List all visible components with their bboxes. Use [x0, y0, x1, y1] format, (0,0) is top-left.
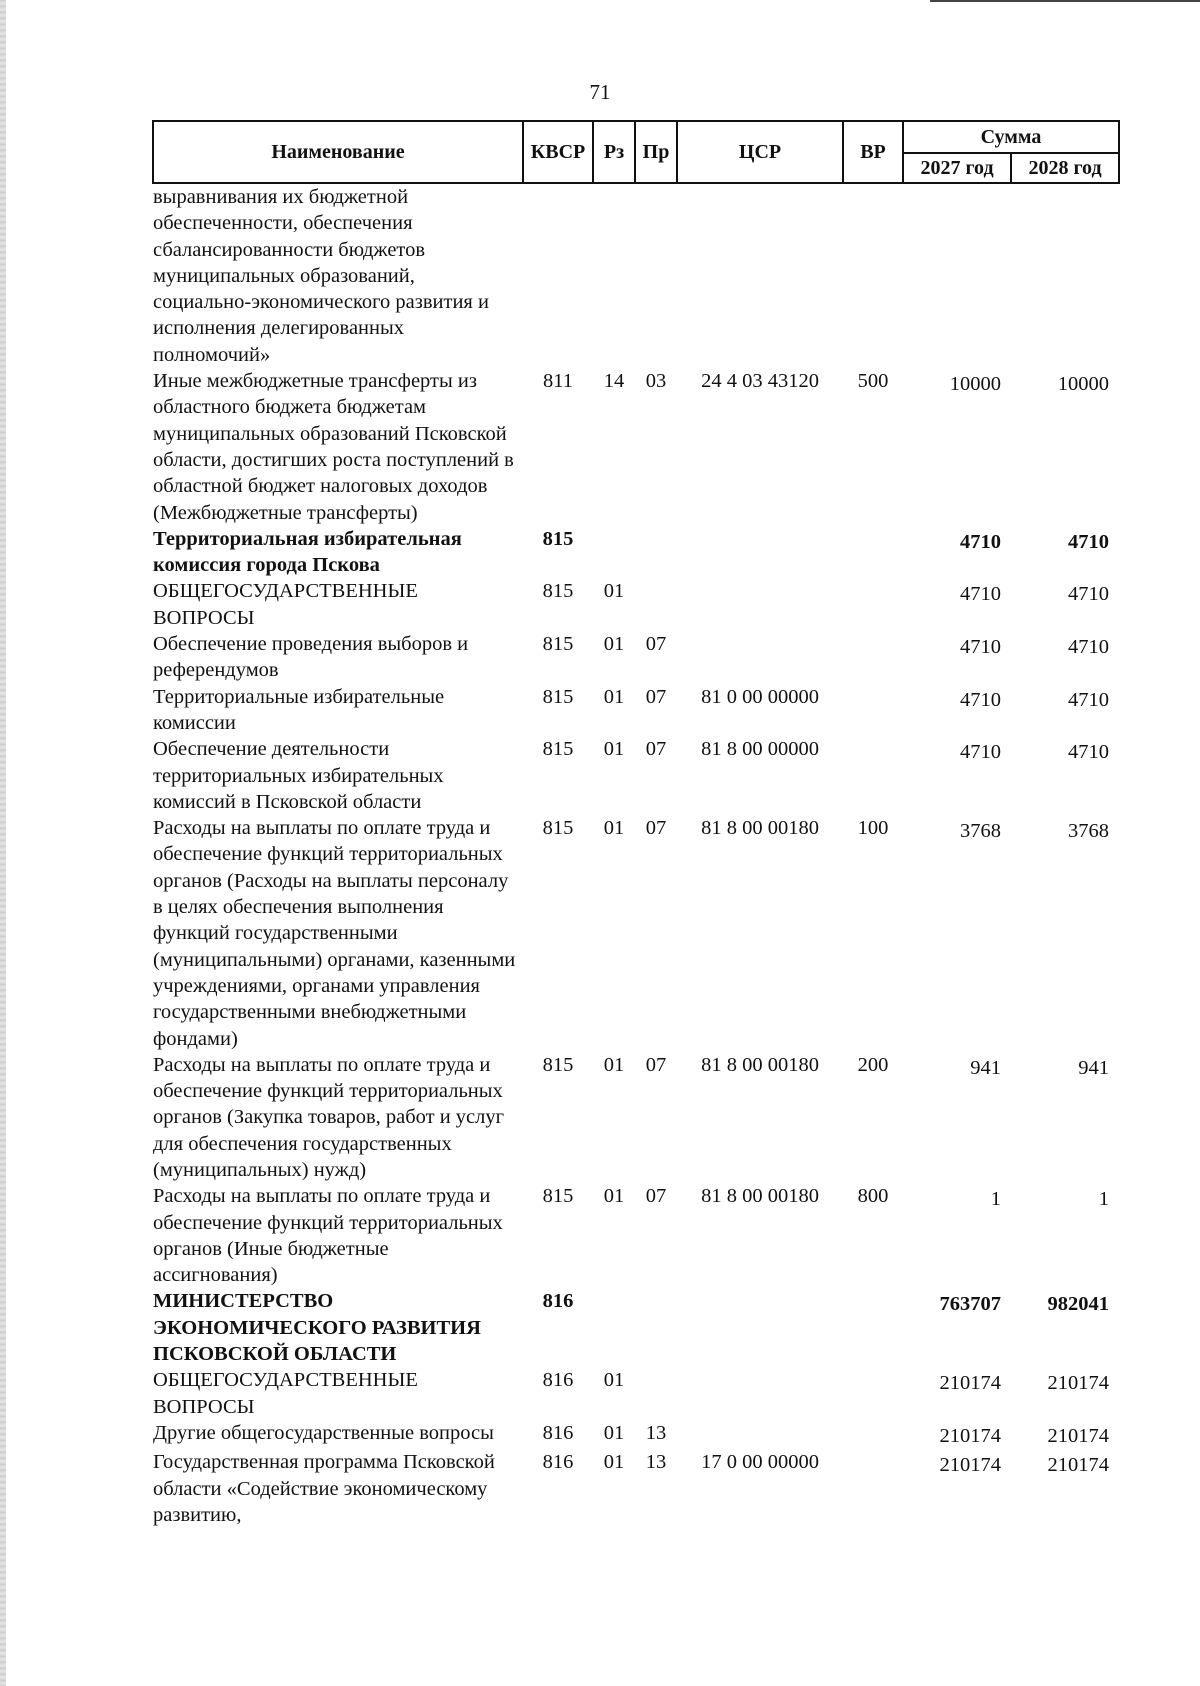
- row-kvsr: [523, 183, 593, 368]
- row-vr: [843, 578, 903, 631]
- row-vr: [843, 684, 903, 737]
- row-rz: 01: [603, 817, 625, 840]
- row-sum-2028: [1011, 183, 1119, 368]
- row-sum-2027: 4710: [960, 741, 1001, 764]
- row-name: Иные межбюджетные трансферты из областного бюджета бюджетам муниципальных образований Псковской области, достигших роста поступлений в областной бюджет налоговых доходов (Межбюджетные трансферты): [153, 370, 514, 524]
- row-kvsr: 816: [542, 1369, 574, 1392]
- row-rz: 01: [603, 685, 625, 708]
- table-row: [153, 368, 1119, 526]
- row-sum-2028: 4710: [1068, 741, 1110, 764]
- row-rz: 01: [603, 1421, 625, 1444]
- row-sum-2027: [903, 183, 1011, 368]
- row-sum-2027: 210174: [939, 1424, 1001, 1447]
- header-kvsr: КВСР: [523, 121, 593, 183]
- row-sum-2028: 210174: [1047, 1372, 1110, 1395]
- header-vr: ВР: [843, 121, 903, 183]
- row-rz: 01: [603, 1451, 625, 1474]
- header-year-2028: 2028 год: [1011, 153, 1119, 183]
- row-kvsr: 815: [542, 685, 574, 708]
- row-rz: 01: [603, 633, 625, 656]
- header-csr: ЦСР: [677, 121, 843, 183]
- table-row: [153, 736, 1119, 815]
- table-row: [153, 1288, 1119, 1367]
- row-name: МИНИСТЕРСТВО ЭКОНОМИЧЕСКОГО РАЗВИТИЯ ПСКОВСКОЙ ОБЛАСТИ: [153, 1290, 481, 1366]
- row-pr: [635, 526, 677, 579]
- table-header: [153, 121, 1119, 183]
- row-vr: [843, 736, 903, 815]
- row-vr: [843, 631, 903, 684]
- row-pr: 07: [645, 1053, 667, 1076]
- row-rz: 01: [603, 738, 625, 761]
- row-kvsr: 815: [542, 738, 574, 761]
- row-vr: [843, 1420, 903, 1449]
- row-sum-2027: 1: [990, 1188, 1001, 1211]
- row-pr: 03: [645, 370, 667, 393]
- row-csr: 81 8 00 00180: [701, 1053, 819, 1076]
- row-name: ОБЩЕГОСУДАРСТВЕННЫЕ ВОПРОСЫ: [153, 1369, 418, 1418]
- row-rz: 01: [603, 1185, 625, 1208]
- row-name: Расходы на выплаты по оплате труда и обеспечение функций территориальных органов (Закупка товаров, работ и услуг для обеспечения государственных (муниципальных) нужд): [153, 1053, 505, 1181]
- row-kvsr: 816: [542, 1421, 574, 1444]
- row-name: Государственная программа Псковской области «Содействие экономическому развитию,: [153, 1451, 495, 1526]
- row-csr: [677, 1420, 843, 1449]
- header-sum: Сумма: [903, 121, 1119, 153]
- row-sum-2027: 4710: [960, 688, 1001, 711]
- row-vr: 800: [857, 1185, 889, 1208]
- row-sum-2028: 1: [1098, 1188, 1110, 1211]
- row-kvsr: 816: [542, 1290, 574, 1313]
- row-kvsr: 811: [543, 370, 573, 393]
- row-csr: [677, 183, 843, 368]
- top-rule: [930, 0, 1200, 2]
- row-csr: [677, 1367, 843, 1420]
- row-vr: 100: [857, 817, 889, 840]
- row-pr: [635, 183, 677, 368]
- header-rz: Рз: [593, 121, 635, 183]
- row-kvsr: 816: [542, 1451, 574, 1474]
- row-pr: 07: [645, 738, 667, 761]
- row-rz: [593, 183, 635, 368]
- row-pr: 07: [645, 1185, 667, 1208]
- row-sum-2028: 210174: [1047, 1454, 1110, 1477]
- row-csr: 24 4 03 43120: [701, 370, 819, 393]
- table-row: [153, 578, 1119, 631]
- row-sum-2027: 3768: [960, 820, 1001, 843]
- row-pr: [635, 578, 677, 631]
- row-rz: 01: [603, 580, 625, 603]
- row-sum-2028: 4710: [1068, 583, 1110, 606]
- row-sum-2028: 4710: [1068, 636, 1110, 659]
- row-vr: [843, 526, 903, 579]
- row-kvsr: 815: [542, 1185, 574, 1208]
- page-number: 71: [589, 80, 611, 104]
- header-year-2027: 2027 год: [903, 153, 1011, 183]
- row-csr: [677, 1288, 843, 1367]
- row-rz: [593, 526, 635, 579]
- row-sum-2027: 4710: [960, 583, 1001, 606]
- row-vr: [843, 1367, 903, 1420]
- row-sum-2028: 3768: [1068, 820, 1110, 843]
- table-row: [153, 1367, 1119, 1420]
- table-row: [153, 1052, 1119, 1183]
- row-name: Обеспечение проведения выборов и референдумов: [153, 633, 469, 682]
- budget-table-container: [152, 120, 1118, 1528]
- row-kvsr: 815: [542, 527, 574, 550]
- row-sum-2028: 4710: [1068, 530, 1110, 553]
- table-row: [153, 1420, 1119, 1449]
- row-rz: 14: [603, 370, 625, 393]
- row-kvsr: 815: [542, 1053, 574, 1076]
- row-csr: [677, 526, 843, 579]
- row-csr: 81 8 00 00180: [701, 1185, 819, 1208]
- row-pr: 13: [645, 1451, 667, 1474]
- row-csr: 81 8 00 00000: [701, 738, 819, 761]
- table-row: [153, 1449, 1119, 1528]
- row-sum-2028: 4710: [1068, 688, 1110, 711]
- row-kvsr: 815: [542, 580, 574, 603]
- row-name: Расходы на выплаты по оплате труда и обеспечение функций территориальных органов (Иные бюджетные ассигнования): [153, 1185, 503, 1287]
- row-pr: 07: [645, 685, 667, 708]
- row-pr: 13: [645, 1421, 667, 1444]
- row-sum-2027: 210174: [939, 1454, 1001, 1477]
- row-sum-2027: 4710: [960, 636, 1001, 659]
- table-row: [153, 183, 1119, 368]
- row-vr: [843, 1449, 903, 1528]
- row-sum-2027: 10000: [949, 373, 1001, 396]
- header-pr: Пр: [635, 121, 677, 183]
- table-row: [153, 1183, 1119, 1288]
- row-sum-2028: 10000: [1057, 373, 1110, 396]
- row-name: Расходы на выплаты по оплате труда и обеспечение функций территориальных органов (Расходы на выплаты персоналу в целях обеспечения выполнения функций государственными (муниципальными) органами, казенными учреждениями, органами управления государственными внебюджетными фондами): [153, 817, 516, 1050]
- row-rz: 01: [603, 1053, 625, 1076]
- row-pr: [635, 1288, 677, 1367]
- table-body: [153, 183, 1119, 1528]
- row-vr: [843, 183, 903, 368]
- row-pr: [635, 1367, 677, 1420]
- row-pr: 07: [645, 633, 667, 656]
- row-vr: [843, 1288, 903, 1367]
- row-name: Обеспечение деятельности территориальных избирательных комиссий в Псковской области: [153, 738, 444, 813]
- scan-edge: [0, 0, 6, 1686]
- row-name: Территориальная избирательная комиссия города Пскова: [153, 527, 462, 577]
- row-name: Территориальные избирательные комиссии: [153, 685, 445, 734]
- row-rz: [593, 1288, 635, 1367]
- row-csr: 81 8 00 00180: [701, 817, 819, 840]
- row-vr: 200: [857, 1053, 889, 1076]
- header-name: Наименование: [153, 121, 523, 183]
- table-row: [153, 815, 1119, 1052]
- row-vr: 500: [857, 370, 889, 393]
- row-csr: 17 0 00 00000: [701, 1451, 819, 1474]
- row-sum-2027: 4710: [960, 530, 1001, 553]
- row-sum-2028: 982041: [1047, 1293, 1110, 1316]
- row-sum-2028: 941: [1078, 1056, 1110, 1079]
- row-kvsr: 815: [542, 817, 574, 840]
- row-rz: 01: [603, 1369, 625, 1392]
- row-sum-2027: 941: [970, 1056, 1001, 1079]
- row-csr: [677, 578, 843, 631]
- row-sum-2027: 763707: [939, 1293, 1001, 1316]
- row-sum-2028: 210174: [1047, 1424, 1110, 1447]
- row-kvsr: 815: [542, 633, 574, 656]
- row-pr: 07: [645, 817, 667, 840]
- table-row: [153, 684, 1119, 737]
- budget-table: [152, 120, 1120, 1528]
- row-name: ОБЩЕГОСУДАРСТВЕННЫЕ ВОПРОСЫ: [153, 580, 418, 629]
- row-sum-2027: 210174: [939, 1372, 1001, 1395]
- table-row: [153, 631, 1119, 684]
- row-csr: 81 0 00 00000: [701, 685, 819, 708]
- row-csr: [677, 631, 843, 684]
- row-name: Другие общегосударственные вопросы: [153, 1421, 494, 1444]
- table-row: [153, 526, 1119, 579]
- row-name: выравнивания их бюджетной обеспеченности, обеспечения сбалансированности бюджетов муниципальных образований, социально-экономического развития и исполнения делегированных полномочий»: [153, 186, 489, 366]
